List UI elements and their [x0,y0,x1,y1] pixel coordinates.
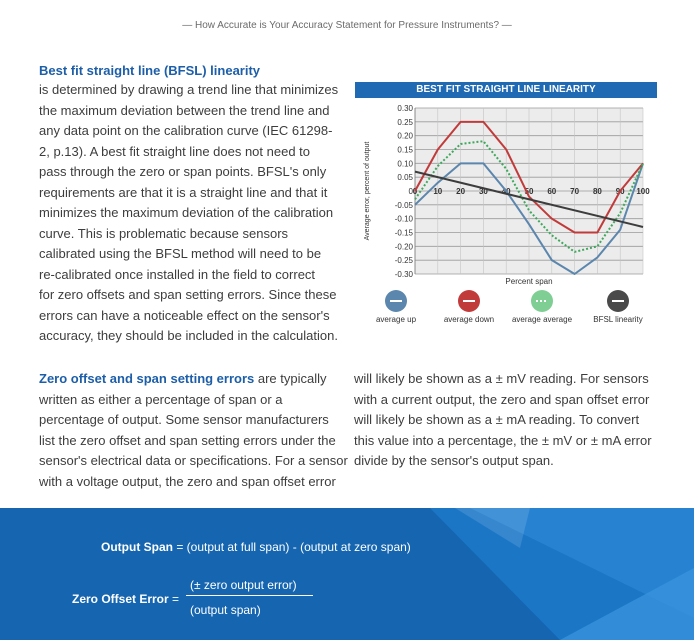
legend-bfsl-linearity [578,290,658,324]
chart-title: BEST FIT STRAIGHT LINE LINEARITY [355,82,657,98]
zero-offset-error-label: Zero Offset Error [72,592,169,606]
bfsl-paragraph-line: 2, p.13). A best fit straight line does not need to [39,143,311,159]
x-tick-label: 100 [636,187,650,196]
page-header: — How Accurate is Your Accuracy Statement for Pressure Instruments? — [182,20,512,31]
y-tick-label: -0.10 [394,214,413,224]
x-tick-label: 50 [524,187,534,196]
legend-label-bfsl-linearity: BFSL linearity [593,315,643,324]
chart-legend [360,290,660,330]
zero-offset-equals: = [172,592,180,606]
legend-average-average [502,290,582,324]
bfsl-paragraph-line: is determined by drawing a trend line that minimizes [39,82,339,97]
formula-band [0,508,694,640]
bfsl-chart [355,98,665,288]
bfsl-paragraph-line: calibrated using the BFSL method will need to be [39,246,322,261]
fraction-denominator: (output span) [190,603,261,617]
bfsl-paragraph-line: errors can have a noticeable effect on the sensor's [39,307,330,323]
y-tick-label: -0.20 [394,242,413,252]
x-tick-label: 90 [615,187,625,196]
legend-label-average-average: average average [511,315,573,324]
zero-offset-formula-label [72,592,179,606]
zero-offset-left-line: percentage of output. Some sensor manufacturers [39,412,329,427]
zero-offset-right-column [354,369,654,472]
bfsl-paragraph [39,80,344,347]
y-tick-label: -0.25 [394,256,413,266]
x-axis-label: Percent span [505,277,553,286]
x-tick-label: 20 [456,187,466,196]
bfsl-paragraph-line: requirements are that it is a straight line and that it [39,184,328,200]
bfsl-paragraph-line: pass through the zero or span points. BFSL's only [39,164,327,179]
bfsl-paragraph-line: minimizes the maximum deviation of the calibration [39,205,334,220]
y-tick-label: 0.05 [397,173,413,183]
legend-label-average-up: average up [375,315,417,324]
x-tick-label: 80 [592,187,602,196]
output-span-label: Output Span [101,540,173,554]
zero-offset-left-line: sensor's electrical data or specifications. For a sensor [39,453,348,468]
x-tick-label: 0 [412,187,418,196]
output-span-expression: = (output at full span) - (output at zero span) [176,540,411,554]
y-tick-label: -0.15 [394,228,413,238]
zero-offset-right-line: this value into a percentage, the ± mV or ± mA error [354,432,652,448]
bfsl-paragraph-line: curve. This is problematic because sensors [39,225,289,241]
y-tick-label: 0.20 [397,131,413,141]
bfsl-paragraph-line: accuracy, they should be included in the calculation. [39,328,338,343]
bfsl-paragraph-line: for zero offsets and span setting errors. Since these [39,287,337,302]
zero-offset-left-line: list the zero offset and span setting errors under the [39,432,336,448]
zero-offset-right-line: will likely be shown as a ± mA reading. To convert [354,412,640,427]
y-tick-label: -0.30 [394,270,413,279]
bfsl-paragraph-line: re-calibrated once installed in the field to correct [39,266,316,282]
zero-offset-right-line: divide by the sensor's output span. [354,453,554,468]
y-tick-label: 0.10 [397,159,413,169]
y-tick-label: 0.30 [397,104,413,113]
y-tick-label: -0.05 [394,200,413,210]
band-decoration [0,508,694,640]
y-tick-label: 0.25 [397,117,413,127]
x-tick-label: 10 [433,187,443,196]
x-tick-label: 40 [501,187,511,196]
bfsl-section-title: Best fit straight line (BFSL) linearity [39,63,261,78]
fraction-numerator: (± zero output error) [190,578,297,592]
zero-offset-left-line: written as either a percentage of span or a [39,391,283,407]
y-tick-label: 0.15 [397,145,413,155]
legend-average-up [366,290,426,324]
x-tick-label: 70 [570,187,580,196]
legend-average-down [434,290,504,324]
zero-offset-right-line: with a current output, the zero and span offset error [354,391,650,407]
x-tick-label: 30 [478,187,488,196]
legend-label-average-down: average down [443,315,495,324]
y-axis-label: Average error, percent of output [364,141,371,241]
zero-offset-left-column [39,369,349,492]
output-span-formula [101,540,411,554]
bfsl-paragraph-line: the maximum deviation between the trend line and [39,102,330,118]
zero-offset-left-line: with a voltage output, the zero and span offset error [39,473,336,489]
bfsl-paragraph-line: any data point on the calibration curve (IEC 61298- [39,123,333,138]
zero-offset-first-line-rest: are typically [254,371,327,386]
zero-offset-section-title: Zero offset and span setting errors [39,371,255,386]
zero-offset-right-line: will likely be shown as a ± mV reading. For sensors [354,371,649,386]
fraction-bar [186,595,313,596]
y-tick-label: 0 [408,187,413,196]
x-tick-label: 60 [547,187,557,196]
